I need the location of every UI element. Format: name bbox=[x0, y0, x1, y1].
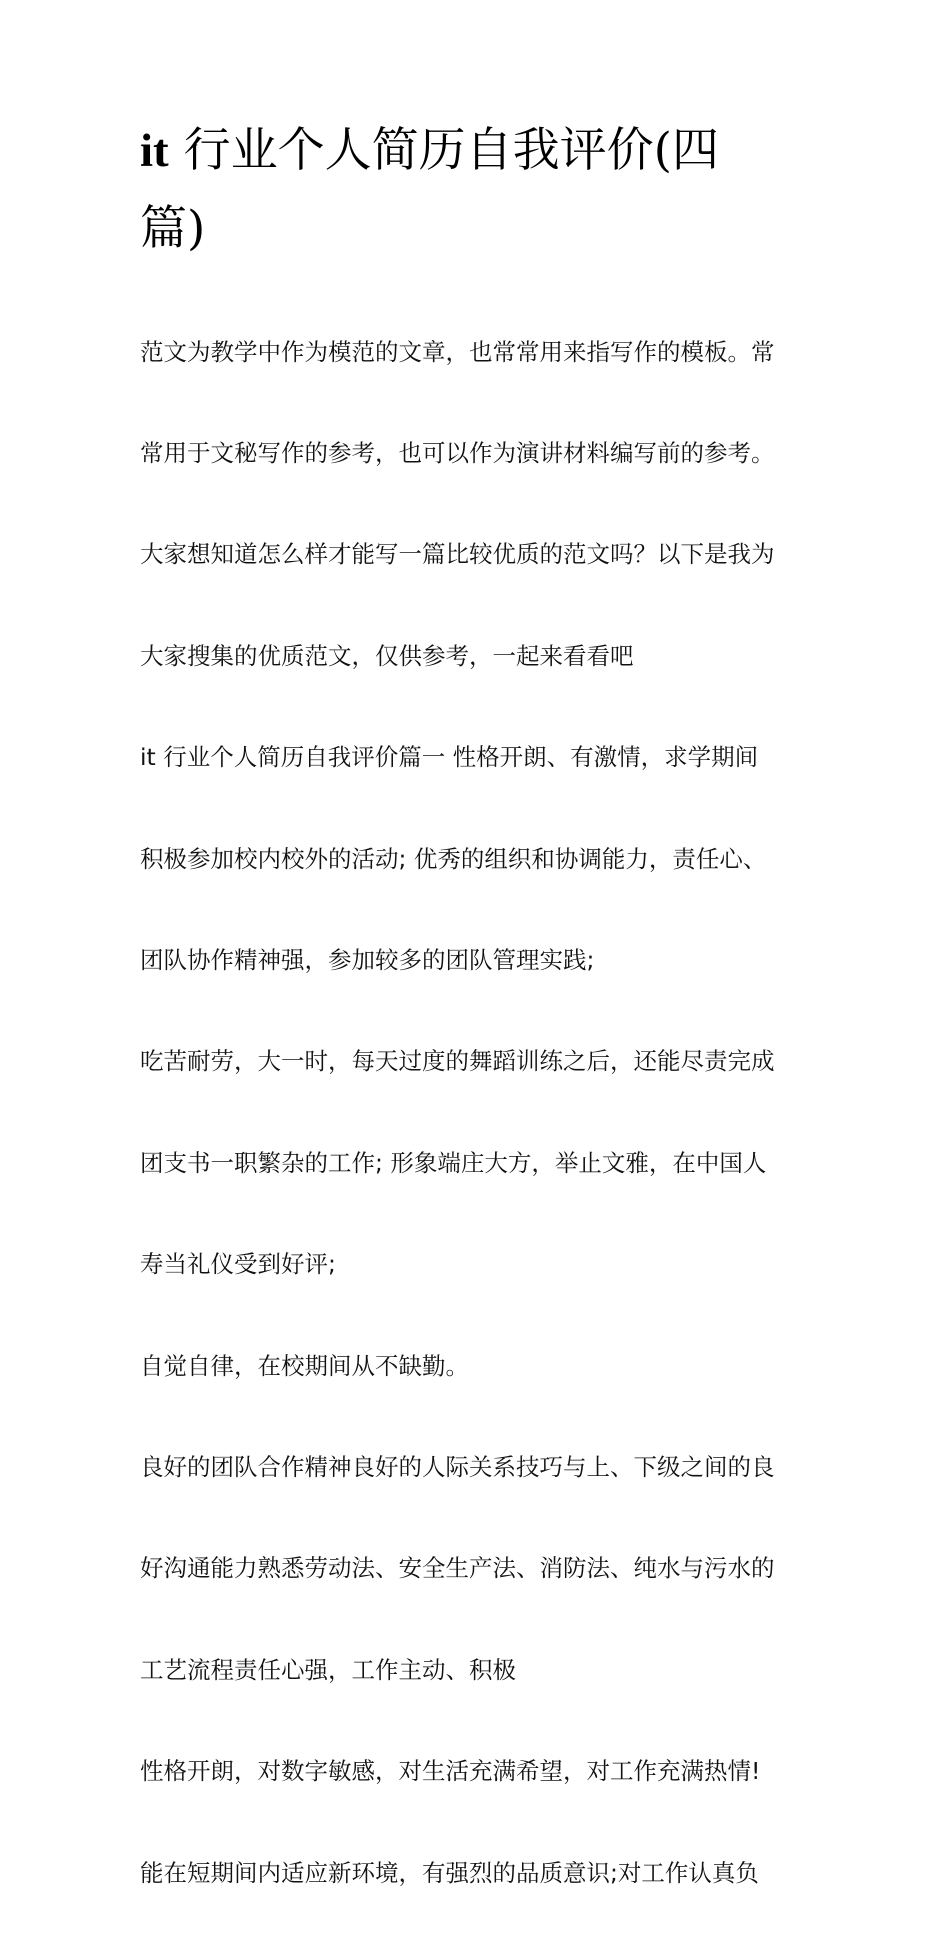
title-latin-prefix: it bbox=[140, 125, 169, 177]
body-line: 团队协作精神强，参加较多的团队管理实践; bbox=[140, 946, 595, 975]
body-line: 寿当礼仪受到好评; bbox=[140, 1250, 336, 1279]
body-line: 自觉自律，在校期间从不缺勤。 bbox=[140, 1351, 469, 1380]
body-line: it 行业个人简历自我评价篇一 性格开朗、有激情，求学期间 bbox=[140, 743, 759, 772]
body-line: 工艺流程责任心强，工作主动、积极 bbox=[140, 1655, 516, 1684]
body-line: 团支书一职繁杂的工作; 形象端庄大方，举止文雅，在中国人 bbox=[140, 1148, 767, 1177]
body-line: 大家搜集的优质范文，仅供参考，一起来看看吧 bbox=[140, 641, 634, 670]
body-line: 良好的团队合作精神良好的人际关系技巧与上、下级之间的良 bbox=[140, 1453, 775, 1481]
body-line: 范文为教学中作为模范的文章，也常常用来指写作的模板。常 bbox=[140, 337, 775, 366]
document-title bbox=[140, 112, 820, 268]
document-body bbox=[140, 276, 815, 1949]
body-line: 常用于文秘写作的参考，也可以作为演讲材料编写前的参考。 bbox=[140, 439, 775, 468]
body-line: 性格开朗，对数字敏感，对生活充满希望，对工作充满热情! bbox=[140, 1757, 761, 1786]
body-line: 积极参加校内校外的活动; 优秀的组织和协调能力，责任心、 bbox=[140, 844, 767, 873]
body-line: 吃苦耐劳，大一时，每天过度的舞蹈训练之后，还能尽责完成 bbox=[140, 1047, 775, 1076]
title-line-1: 行业个人简历自我评价(四 bbox=[168, 123, 719, 178]
body-line: 大家想知道怎么样才能写一篇比较优质的范文吗？以下是我为 bbox=[140, 540, 775, 569]
title-line-2: 篇) bbox=[140, 201, 206, 256]
body-line: 能在短期间内适应新环境，有强烈的品质意识;对工作认真负 bbox=[140, 1858, 759, 1887]
body-line: 好沟通能力熟悉劳动法、安全生产法、消防法、纯水与污水的 bbox=[140, 1554, 775, 1583]
